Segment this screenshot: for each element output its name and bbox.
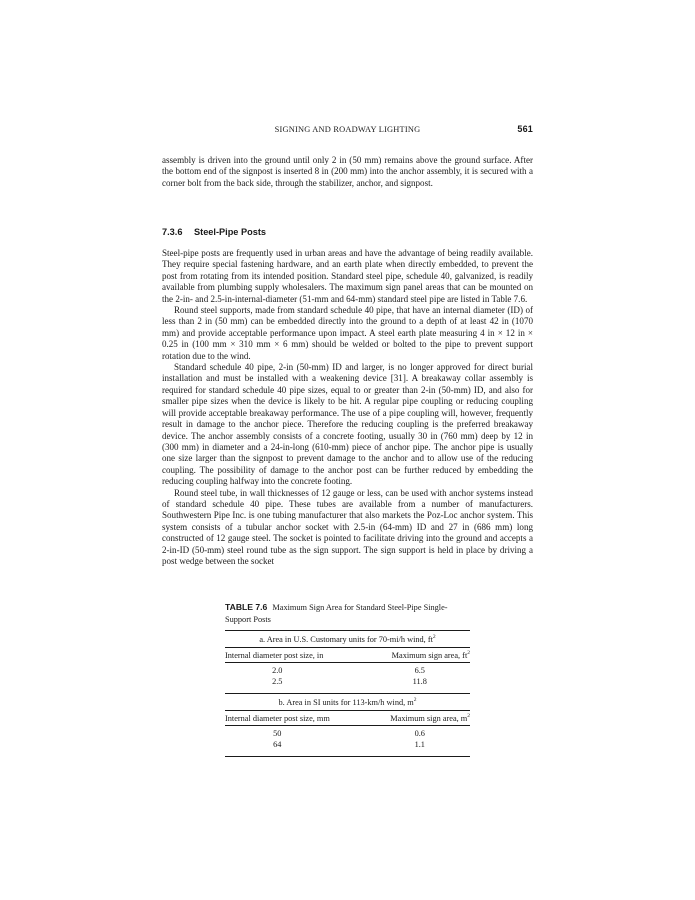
paragraph-round-steel-supports: Round steel supports, made from standard schedule 40 pipe, that have an internal diameter (ID) of less than 2 in (50 mm) can be embedded directly into the ground to a depth of at least 42 in (1070 mm) and provide acceptable performance upon impact. A steel earth plate measuring 4 in × 12 in × 0.25 in (100 mm × 310 mm × 6 mm) should be welded or bolted to the pipe to prevent support rotation due to the wind. <box>162 305 533 361</box>
table-section-b-title: b. Area in SI units for 113-km/h wind, $m^2$ <box>278 697 417 708</box>
table-7-6 <box>225 602 470 757</box>
running-head <box>162 125 533 139</box>
table-bottom-rule <box>225 756 470 757</box>
cell-sign-area: 11.8 <box>412 676 427 686</box>
table-section-b-body <box>225 726 470 756</box>
body-text-block <box>162 248 533 567</box>
column-header-post-size: Internal diameter post size, in <box>225 651 324 660</box>
cell-post-size: 64 <box>273 739 282 749</box>
intro-paragraph: assembly is driven into the ground until only 2 in (50 mm) remains above the ground surface. After the bottom end of the signpost is inserted 8 in (200 mm) into the anchor assembly, it is secured with a corner bolt from the back side, through the stabilizer, anchor, and signpost. <box>162 155 533 188</box>
table-row <box>225 729 470 740</box>
cell-sign-area: 0.6 <box>414 729 425 739</box>
cell-sign-area: 6.5 <box>414 666 425 675</box>
table-row <box>225 677 470 688</box>
column-header-post-size: Internal diameter post size, mm <box>225 714 330 724</box>
cell-post-size: 50 <box>273 729 282 739</box>
paragraph-schedule-40-pipe: Standard schedule 40 pipe, 2-in (50-mm) ID and larger, is no longer approved for direct burial installation and must be installed with a weakening device [31]. A breakaway collar assembly is required for standard schedule 40 pipe sizes, equal to or greater than 2-in (50-mm) ID, and also for smaller pipe sizes when the device is likely to be hit. A regular pipe coupling or reducing coupling will provide acceptable breakaway performance. The use of a pipe coupling will, however, frequently result in damage to the anchor piece. Therefore the reducing coupling is the preferred breakaway device. The anchor assembly consists of a concrete footing, usually 30 in (760 mm) deep by 12 in (300 mm) in diameter and a 24-in-long (610-mm) piece of anchor pipe. The anchor pipe is usually one size larger than the signpost to prevent damage to the anchor and to allow use of the reducing coupling. The possibility of damage to the anchor post can be further reduced by embedding the reducing coupling halfway into the concrete footing. <box>162 362 533 487</box>
table-section-b-column-headers <box>225 711 470 725</box>
table-section-a-body <box>225 663 470 693</box>
table-section-a-column-headers <box>225 648 470 662</box>
column-header-sign-area: Maximum sign area, $m^2$ <box>390 713 470 724</box>
intro-text-block <box>162 155 533 189</box>
paragraph-steel-pipe-intro: Steel-pipe posts are frequently used in urban areas and have the advantage of being readily available. They require special fastening hardware, and an earth plate when directly embedded, to prevent the post from rotating from its intended position. Standard steel pipe, schedule 40, galvanized, is readily available from plumbing supply wholesalers. The maximum sign panel areas that can be mounted on the 2-in- and 2.5-in-internal-diameter (51-mm and 64-mm) standard steel pipe are listed in Table 7.6. <box>162 248 533 304</box>
section-heading <box>162 227 533 237</box>
running-head-title: SIGNING AND ROADWAY LIGHTING <box>274 125 421 134</box>
cell-sign-area: 1.1 <box>414 739 425 749</box>
table-caption-text: Maximum Sign Area for Standard Steel-Pipe Single-Support Posts <box>225 603 448 624</box>
table-number: TABLE 7.6 <box>225 602 268 612</box>
table-section-a-title: a. Area in U.S. Customary units for 70-mi/h wind, $ft^2$ <box>259 634 436 644</box>
table-caption <box>225 602 470 625</box>
page-number: 561 <box>517 124 533 134</box>
column-header-sign-area: Maximum sign area, $ft^2$ <box>391 650 470 660</box>
paragraph-round-steel-tube: Round steel tube, in wall thicknesses of 12 gauge or less, can be used with anchor systems instead of standard schedule 40 pipe. These tubes are available from a number of manufacturers. Southwestern Pipe Inc. is one tubing manufacturer that also markets the Poz-Loc anchor system. This system consists of a tubular anchor socket with 2.5-in (64-mm) ID and 27 in (686 mm) long constructed of 12 gauge steel. The socket is pointed to facilitate driving into the ground and accepts a 2-in-ID (50-mm) steel round tube as the sign support. The sign support is held in place by driving a post wedge between the socket <box>162 487 533 566</box>
section-title: Steel-Pipe Posts <box>194 227 266 237</box>
section-number: 7.3.6 <box>162 227 183 237</box>
cell-post-size: 2.0 <box>272 666 283 675</box>
table-row <box>225 666 470 677</box>
table-row <box>225 740 470 751</box>
cell-post-size: 2.5 <box>272 676 283 686</box>
